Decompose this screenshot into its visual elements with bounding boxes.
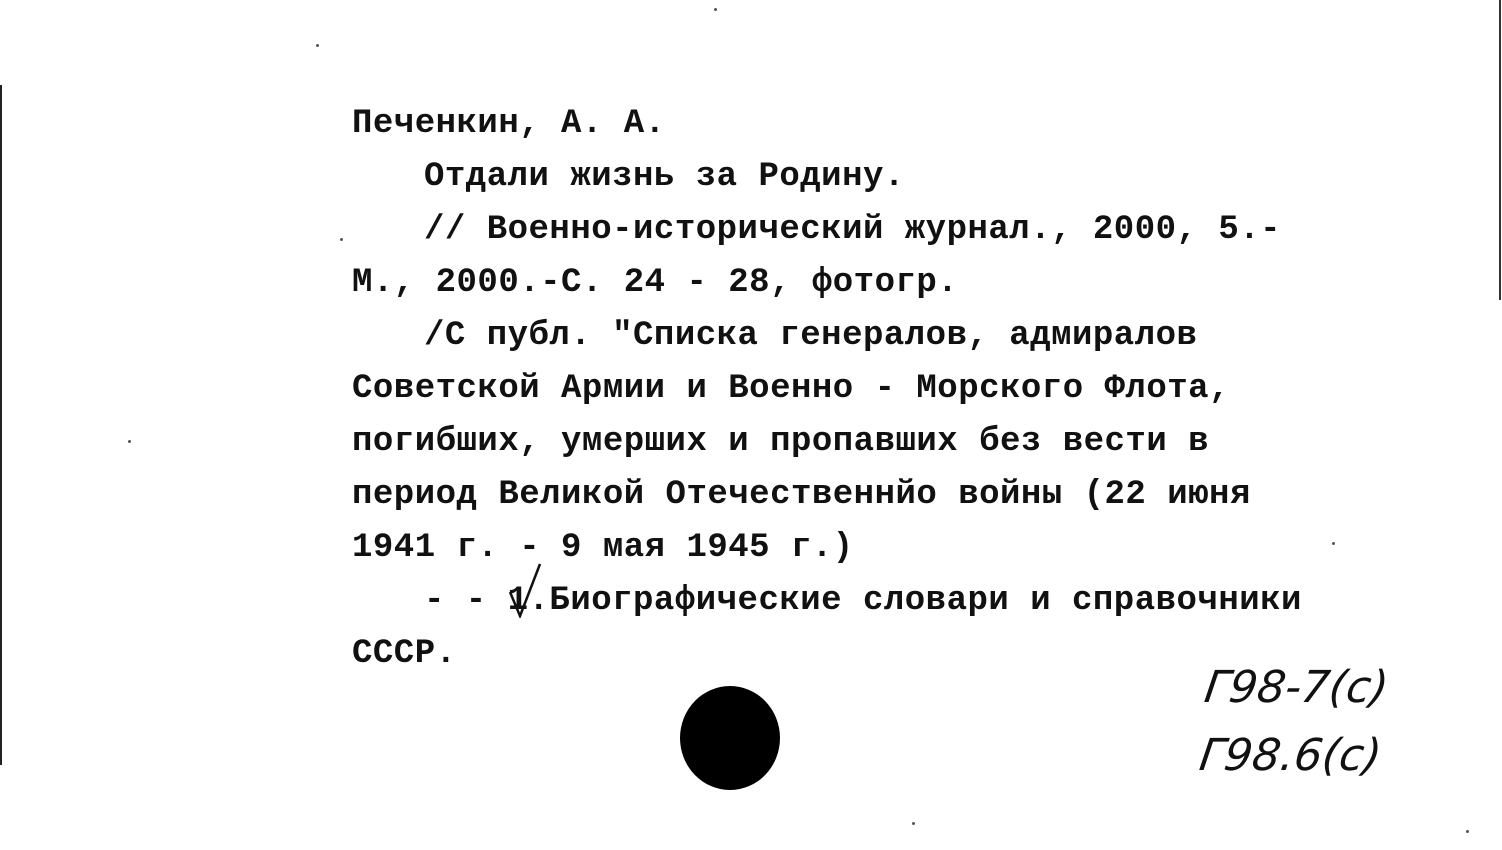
note-line-3: погибших, умерших и пропавших без вести в	[352, 423, 1210, 461]
note-line-2: Советской Армии и Военно - Морского Флота,	[352, 370, 1230, 408]
author-line: Печенкин, А. А.	[352, 105, 666, 143]
note-line-4: период Великой Отечественнйо войны (22 июня	[352, 476, 1251, 514]
source-line-1	[424, 210, 1432, 250]
speck	[340, 238, 343, 241]
title-line: Отдали жизнь за Родину.	[424, 158, 905, 196]
subject-line-2: СССР.	[352, 635, 457, 673]
card-right-edge	[1499, 0, 1501, 300]
source-line-2: М., 2000.-С. 24 - 28, фотогр.	[352, 264, 959, 302]
shelf-mark-2: Г98.6(с)	[1196, 730, 1385, 781]
source-line-1-text: // Военно-исторический журнал., 2000, 5.-	[424, 211, 1282, 249]
card-left-edge	[0, 85, 2, 765]
speck	[128, 440, 131, 443]
speck	[912, 822, 915, 825]
note-line-5: 1941 г. - 9 мая 1945 г.)	[352, 529, 854, 567]
handwritten-check-mark	[508, 562, 542, 618]
speck	[316, 44, 319, 47]
subject-line-1: - - 1.Биографические словари и справочники	[424, 582, 1302, 620]
shelf-mark-1: Г98-7(с)	[1201, 662, 1392, 713]
speck	[714, 8, 717, 11]
note-line-1: /С публ. "Списка генералов, адмиралов	[424, 317, 1198, 355]
speck	[1332, 542, 1335, 545]
speck	[1466, 830, 1469, 833]
punch-hole	[680, 686, 780, 790]
